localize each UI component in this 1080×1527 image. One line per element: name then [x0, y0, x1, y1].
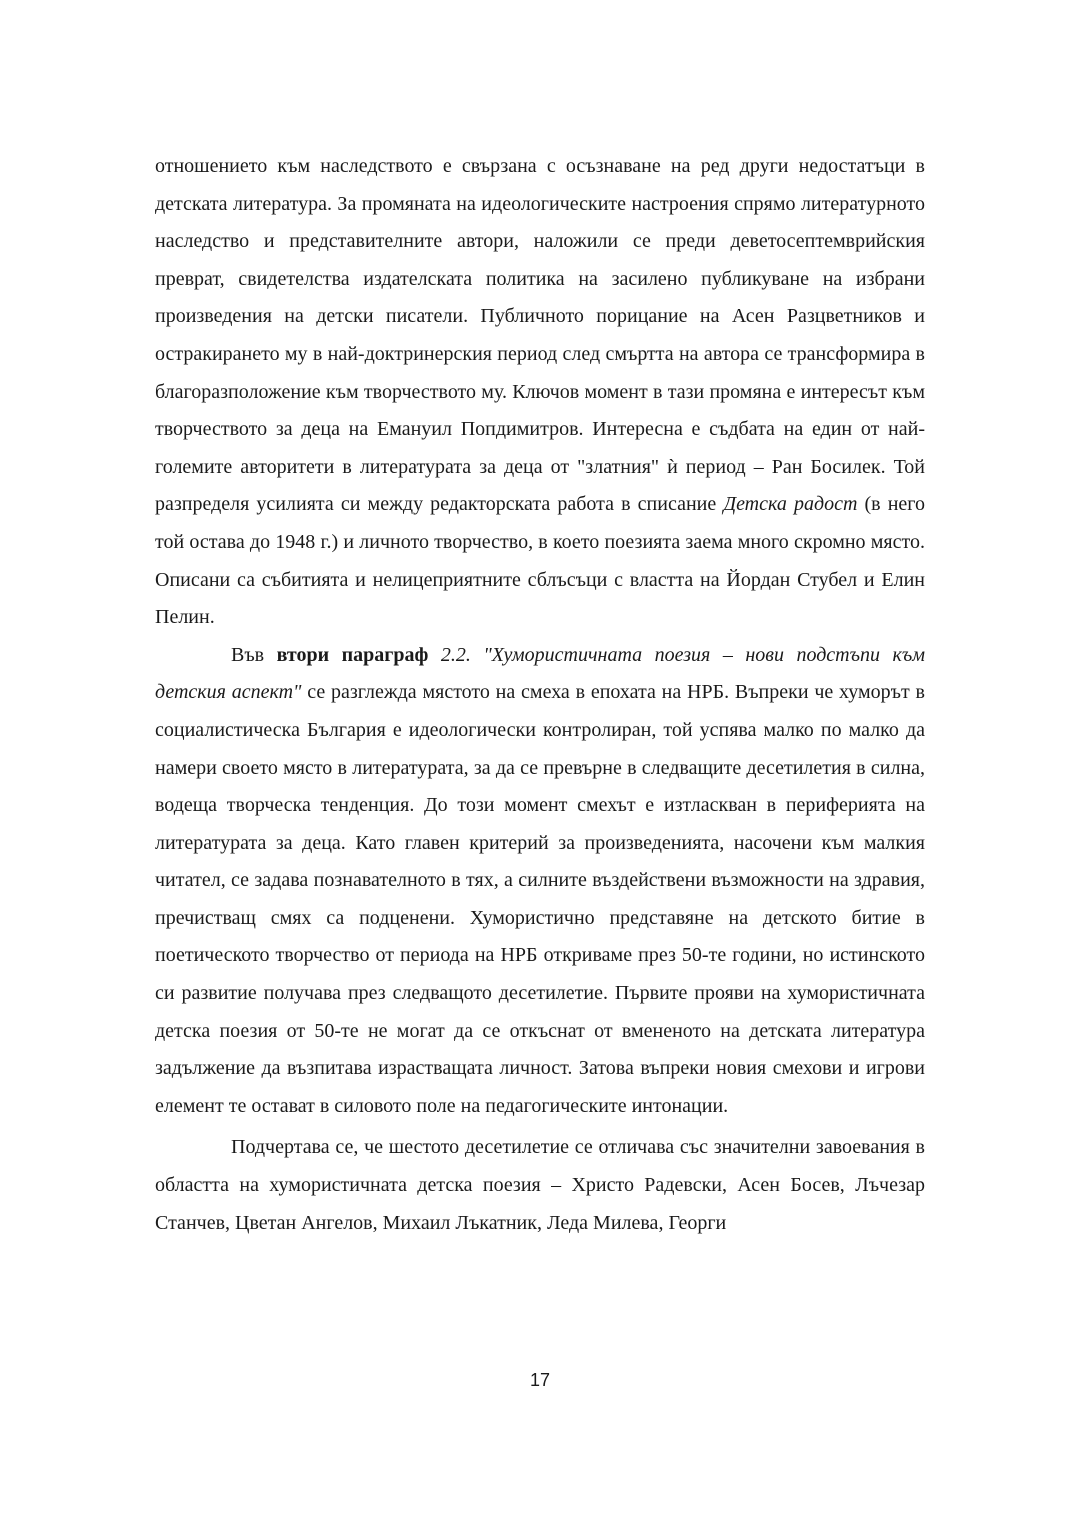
- paragraph-2-intro: Във: [231, 643, 277, 666]
- paragraph-3-text: Подчертава се, че шестото десетилетие се отличава със значителни завоевания в областта на хумористичната детска поезия – Христо Радевски, Асен Босев, Лъчезар Станчев, Цветан Ангелов, Михаил Лъкатник, Леда Милева, Георги: [155, 1136, 925, 1234]
- page-number: 17: [529, 1370, 551, 1390]
- section-title: 2.2. "Хумористичната поезия – нови подстъпи към детския аспект": [155, 643, 926, 704]
- paragraph-3: [155, 1129, 925, 1242]
- paragraph-1-text-b: (в него той остава до 1948 г.) и личното творчество, в което поезията заема много скромно място. Описани са събитията и нелицеприятните сблъсъци с властта на Йордан Стубел и Елин Пелин.: [155, 493, 925, 629]
- body-text: [155, 148, 925, 1242]
- paragraph-1: [155, 148, 925, 637]
- paragraph-2: [155, 637, 925, 1126]
- paragraph-2-bold: втори параграф: [276, 643, 429, 666]
- paragraph-1-text-a: отношението към наследството е свързана с осъзнаване на ред други недостатъци в детската литература. За промяната на идеологическите настроения спрямо литературното наследство и представителните автори, наложили се преди деветосептемврийския преврат, свидетелства издателската политика на засилено публикуване на избрани произведения на детски писатели. Публичното порицание на Асен Разцветников и остракирането му в най-доктринерския период след смъртта на автора се трансформира в благоразположение към творчеството му. Ключов момент в тази промяна е интересът към творчеството за деца на Емануил Попдимитров. Интересна е съдбата на един от най-големите авторитети в литературата за деца от "златния" ѝ период – Ран Босилек. Той разпределя усилията си между редакторската работа в списание: [155, 155, 925, 516]
- magazine-title: Детска радост: [723, 493, 858, 516]
- paragraph-2-rest: се разглежда мястото на смеха в епохата на НРБ. Въпреки че хуморът в социалистическа България е идеологически контролиран, той успява малко по малко да намери своето място в литературата, за да се превърне в следващите десетилетия в силна, водеща творческа тенденция. До този момент смехът е изтласкван в периферията на литературата за деца. Като главен критерий за произведенията, насочени към малкия читател, се задава познавателното в тях, а силните въздействени възможности на здравия, пречистващ смях са подценени. Хумористично представяне на детското битие в поетическото творчество от периода на НРБ откриваме през 50-те години, но истинското си развитие получава през следващото десетилетие. Първите прояви на хумористичната детска поезия от 50-те не могат да се откъснат от вменeното на детската литература задължение да възпитава израстващата личност. Затова въпреки новия смехови и игрови елемент те остават в силовото поле на педагогическите интонации.: [155, 681, 925, 1117]
